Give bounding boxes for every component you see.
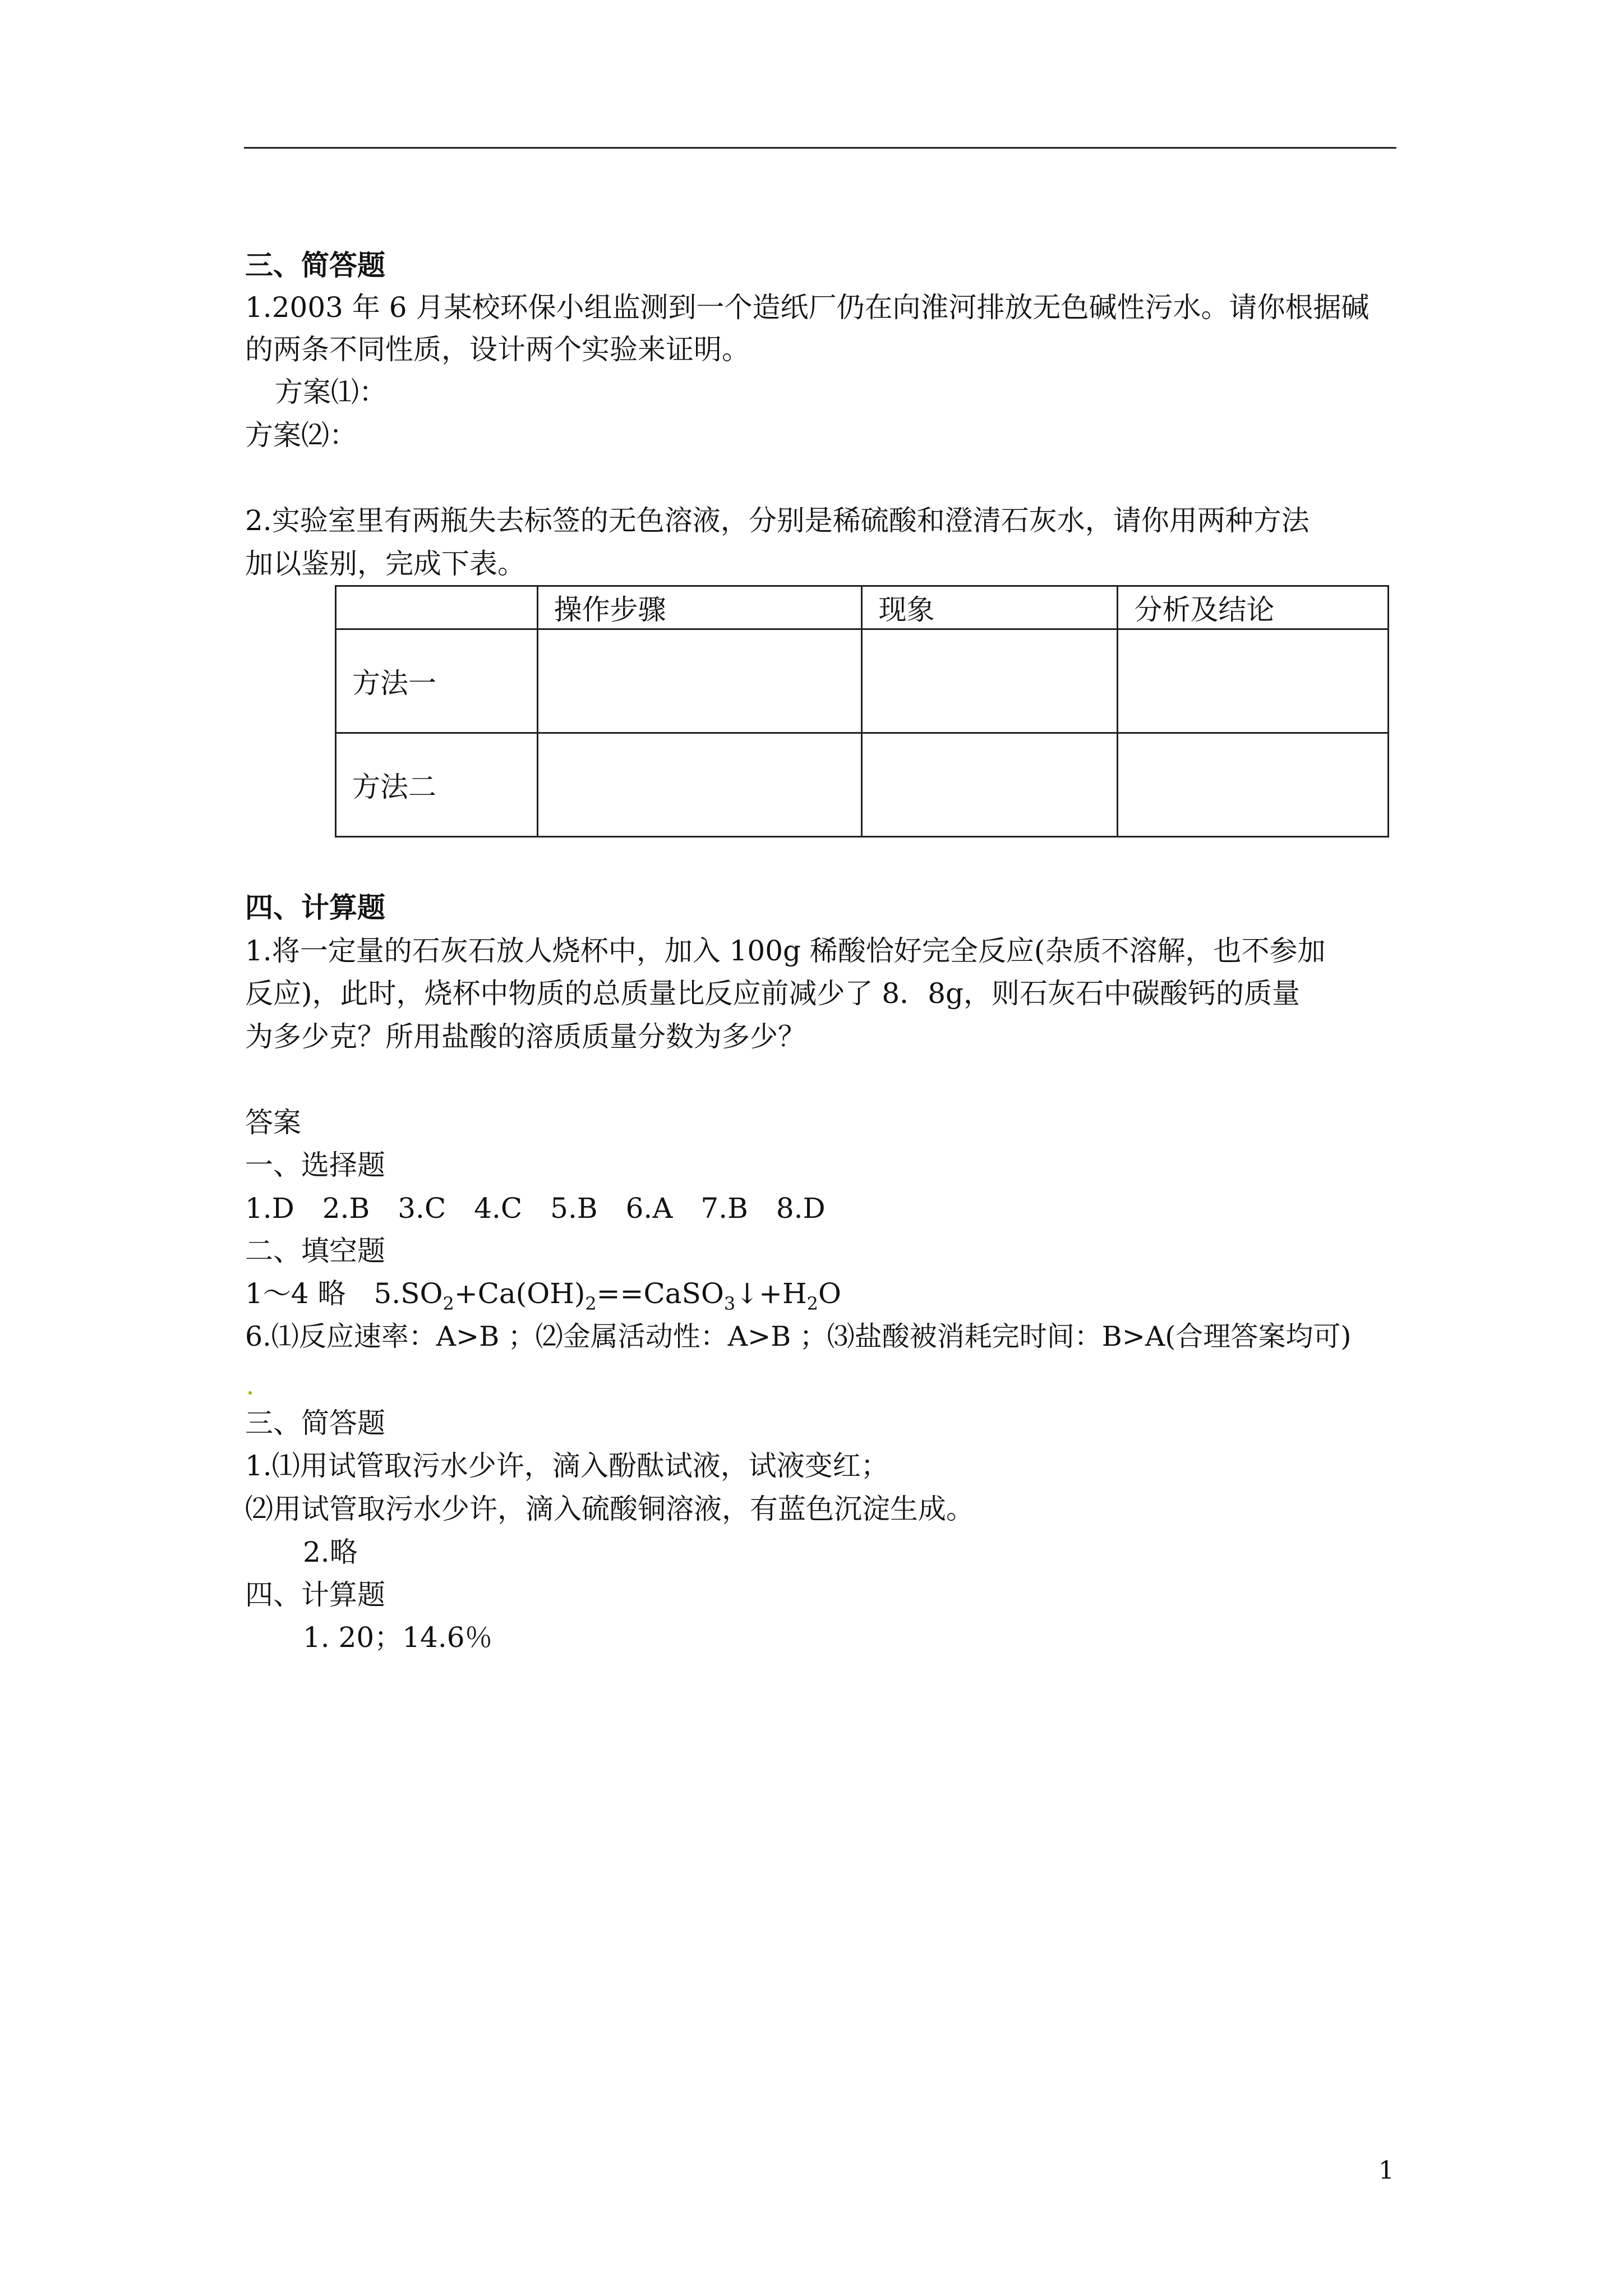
answers-s3-heading: 三、简答题 — [245, 1407, 385, 1439]
equation-subscript: 2 — [585, 1293, 597, 1314]
answers-s2-line2: 6.⑴反应速率：A>B ；⑵金属活动性：A>B ；⑶盐酸被消耗完时间：B>A(合理答案均可) — [245, 1320, 1352, 1352]
answers-s4-heading: 四、计算题 — [245, 1579, 385, 1611]
answers-s2-heading: 二、填空题 — [245, 1235, 385, 1267]
table-header-cell: 现象 — [862, 586, 1118, 629]
answers-s2-line1 — [245, 1274, 841, 1313]
table-row — [336, 629, 1389, 733]
section3-q2-line2: 加以鉴别，完成下表。 — [245, 547, 525, 580]
answers-s3-line3: 2.略 — [303, 1536, 358, 1568]
identification-table — [335, 585, 1389, 838]
header-rule — [244, 147, 1396, 149]
answers-s1-heading: 一、选择题 — [245, 1149, 385, 1181]
section3-heading: 三、简答题 — [245, 249, 385, 282]
section4-q1-line3: 为多少克？所用盐酸的溶质质量分数为多少？ — [245, 1020, 806, 1053]
equation-part: ==CaSO — [596, 1277, 724, 1310]
section4-heading: 四、计算题 — [245, 891, 385, 924]
section4-q1-line2: 反应)，此时，烧杯中物质的总质量比反应前减少了 8．8g，则石灰石中碳酸钙的质量 — [245, 977, 1301, 1010]
table-cell-phenomenon — [862, 733, 1118, 837]
equation-part: ↓+H — [735, 1277, 807, 1310]
table-cell-method: 方法二 — [336, 733, 538, 837]
table-header-cell — [336, 586, 538, 629]
equation-subscript: 3 — [723, 1293, 736, 1314]
table-header-row — [336, 586, 1389, 629]
stray-dot — [248, 1391, 252, 1395]
table-row — [336, 733, 1389, 837]
table-header-cell: 分析及结论 — [1118, 586, 1389, 629]
table-cell-phenomenon — [862, 629, 1118, 733]
section3-q1-line1: 1.2003 年 6 月某校环保小组监测到一个造纸厂仍在向淮河排放无色碱性污水。请你根据碱 — [245, 291, 1370, 324]
table-cell-conclusion — [1118, 629, 1389, 733]
answers-s3-line1: 1.⑴用试管取污水少许，滴入酚酞试液，试液变红； — [245, 1450, 889, 1482]
answers-s1-line: 1.D 2.B 3.C 4.C 5.B 6.A 7.B 8.D — [245, 1192, 826, 1225]
equation-part: +Ca(OH) — [454, 1277, 585, 1310]
section3-q2-line1: 2.实验室里有两瓶失去标签的无色溶液，分别是稀硫酸和澄清石灰水，请你用两种方法 — [245, 504, 1310, 537]
section3-q1-line2: 的两条不同性质，设计两个实验来证明。 — [245, 333, 750, 366]
equation-part: 1～4 略 5.SO — [245, 1277, 443, 1310]
section3-plan1: 方案⑴： — [275, 376, 387, 408]
section4-q1-line1: 1.将一定量的石灰石放人烧杯中，加入 100g 稀酸恰好完全反应(杂质不溶解，也不参加 — [245, 935, 1326, 967]
page-number: 1 — [1378, 2156, 1394, 2185]
equation-subscript: 2 — [806, 1293, 818, 1314]
table-cell-steps — [537, 733, 862, 837]
answers-s4-line1: 1. 20；14.6％ — [303, 1621, 493, 1654]
table-cell-method: 方法一 — [336, 629, 538, 733]
equation-part: O — [818, 1277, 841, 1310]
answers-s3-line2: ⑵用试管取污水少许，滴入硫酸铜溶液，有蓝色沉淀生成。 — [245, 1493, 974, 1525]
answers-title: 答案 — [245, 1106, 301, 1139]
section3-plan2: 方案⑵： — [245, 419, 357, 452]
table-header-cell: 操作步骤 — [537, 586, 862, 629]
equation-subscript: 2 — [442, 1293, 454, 1314]
table-cell-conclusion — [1118, 733, 1389, 837]
table-cell-steps — [537, 629, 862, 733]
